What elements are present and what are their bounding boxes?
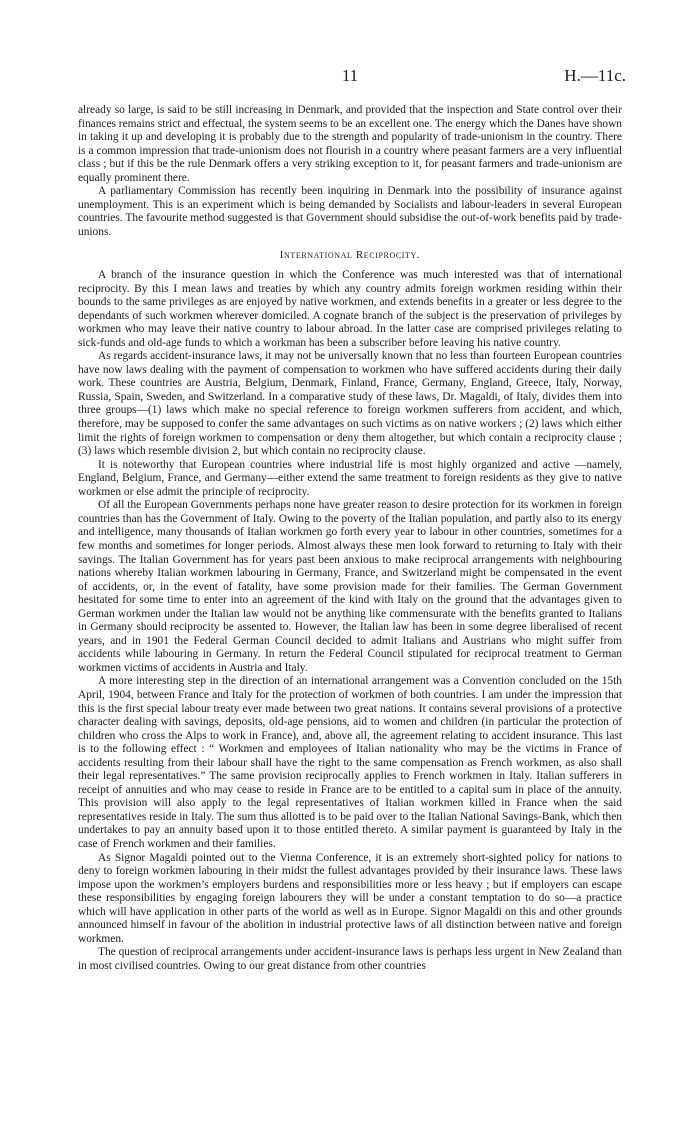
paragraph: As Signor Magaldi pointed out to the Vienna Conference, it is an extremely short-sighted policy for nations to deny to foreign workmen labouring in their midst the fullest advantages provided by their insurance laws. These laws impose upon the workmen’s employers burdens and responsibilities more or less heavy ; but if employers can escape these responsibilities by engaging foreign labourers they will be under a constant temptation to do so—a practice which will have application in other parts of the world as well as in Europe. Signor Magaldi on this and other grounds announced himself in favour of the abolition in industrial protective laws of all distinction between native and foreign workmen. (78, 851, 622, 945)
paragraph: It is noteworthy that European countries where industrial life is most highly organized and active —namely, England, Belgium, France, and Germany—either extend the same treatment to foreign residents as they give to native workmen or else admit the principle of reciprocity. (78, 458, 622, 498)
document-reference: H.—11c. (564, 66, 626, 85)
page-number: 11 (341, 66, 359, 85)
paragraph: already so large, is said to be still increasing in Denmark, and provided that the inspection and State control over their finances remains strict and effectual, the system seems to be an excellent one. The energy which the Danes have shown in taking it up and developing it is probably due to the strength and popularity of trade-unionism in the country. There is a common impression that trade-unionism does not flourish in a country where peasant farmers are a very influential class ; but if this be the rule Denmark offers a very striking exception to it, for peasant farmers and trade-unionism are equally prominent there. (78, 104, 622, 184)
paragraphs-after-heading (78, 269, 622, 973)
paragraph: A more interesting step in the direction of an international arrangement was a Convention concluded on the 15th April, 1904, between France and Italy for the protection of workmen of both countries. I am under the impression that this is the first special labour treaty ever made between two great nations. It contains several provisions of a protective character dealing with savings, deposits, old-age pensions, aid to women and children (in particular the protection of children who cross the Alps to work in France), and, above all, the agreement relating to accident insurance. This last is to the following effect : “ Workmen and employees of Italian nationality who may be the victims in France of accidents resulting from their labour shall have the right to the same compensation as French workmen, as also shall their legal representatives.” The same provision reciprocally applies to French workmen in Italy. Italian sufferers in receipt of annuities and who may cease to reside in France are to be entitled to a capital sum in place of the annuity. This provision will also apply to the legal representatives of Italian workmen killed in France when the said representatives reside in Italy. The sum thus allotted is to be paid over to the Italian National Savings-Bank, which then undertakes to pay an annuity based upon it to those entitled thereto. A similar payment is guaranteed by Italy in the case of French workmen and their families. (78, 675, 622, 850)
paragraph: Of all the European Governments perhaps none have greater reason to desire protection for its workmen in foreign countries than has the Government of Italy. Owing to the poverty of the Italian population, and partly also to its energy and intelligence, many thousands of Italian workmen go forth every year to labour in other countries, sometimes for a few months and sometimes for longer periods. Almost always these men look forward to returning to Italy with their savings. The Italian Government has for years past been anxious to make reciprocal arrangements with neighbouring nations whereby Italian workmen labouring in Germany, France, and Switzerland might be compensated in the event of accidents, or, in the event of fatality, have some provision made for their families. The German Government hesitated for some time to enter into an agreement of the kind with Italy on the ground that the advantages given to German workmen under the Italian law would not be anything like commensurate with the benefits granted to Italians in Germany should reciprocity be assented to. However, the Italian law has been in some degree liberalised of recent years, and in 1901 the Federal German Council decided to admit Italians and Austrians who might suffer from accidents while labouring in Germany. In return the Federal Council stipulated for reciprocal treatment to German workmen victims of accidents in Austria and Italy. (78, 499, 622, 674)
paragraph: A parliamentary Commission has recently been inquiring in Denmark into the possibility of insurance against unemployment. This is an experiment which is being demanded by Socialists and labour-leaders in several European countries. The favourite method suggested is that Government should subsidise the out-of-work benefits paid by trade-unions. (78, 185, 622, 238)
document-page (78, 66, 626, 973)
paragraph: A branch of the insurance question in which the Conference was much interested was that of international reciprocity. By this I mean laws and treaties by which any country admits foreign workmen residing within their bounds to the same privileges as are enjoyed by native workmen, and extends benefits in a greater or less degree to the dependants of such workmen wherever domiciled. A cognate branch of the subject is the preservation of privileges by workmen who may leave their native country to labour abroad. In the latter case are comprised privileges relating to sick-funds and old-age funds to which a workman has been a subscriber before leaving his native country. (78, 269, 622, 349)
running-header (78, 66, 626, 92)
body-text (78, 104, 622, 973)
paragraph: The question of reciprocal arrangements under accident-insurance laws is perhaps less urgent in New Zealand than in most civilised countries. Owing to our great distance from other countries (78, 946, 622, 972)
paragraphs-before-heading (78, 104, 622, 239)
section-heading: International Reciprocity. (279, 249, 421, 262)
paragraph: As regards accident-insurance laws, it may not be universally known that no less than fourteen European countries have now laws dealing with the payment of compensation to workmen who have suffered accidents during their daily work. These countries are Austria, Belgium, Denmark, Finland, France, Germany, England, Greece, Italy, Norway, Russia, Spain, Sweden, and Switzerland. In a comparative study of these laws, Dr. Magaldi, of Italy, divides them into three groups—(1) laws which make no special reference to foreign workmen sufferers from accident, and which, therefore, may be supposed to confer the same advantages on such victims as on native workers ; (2) laws which either limit the rights of foreign workmen to compensation or deny them altogether, but which contain a reciprocity clause ; (3) laws which resemble division 2, but which contain no reciprocity clause. (78, 350, 622, 458)
